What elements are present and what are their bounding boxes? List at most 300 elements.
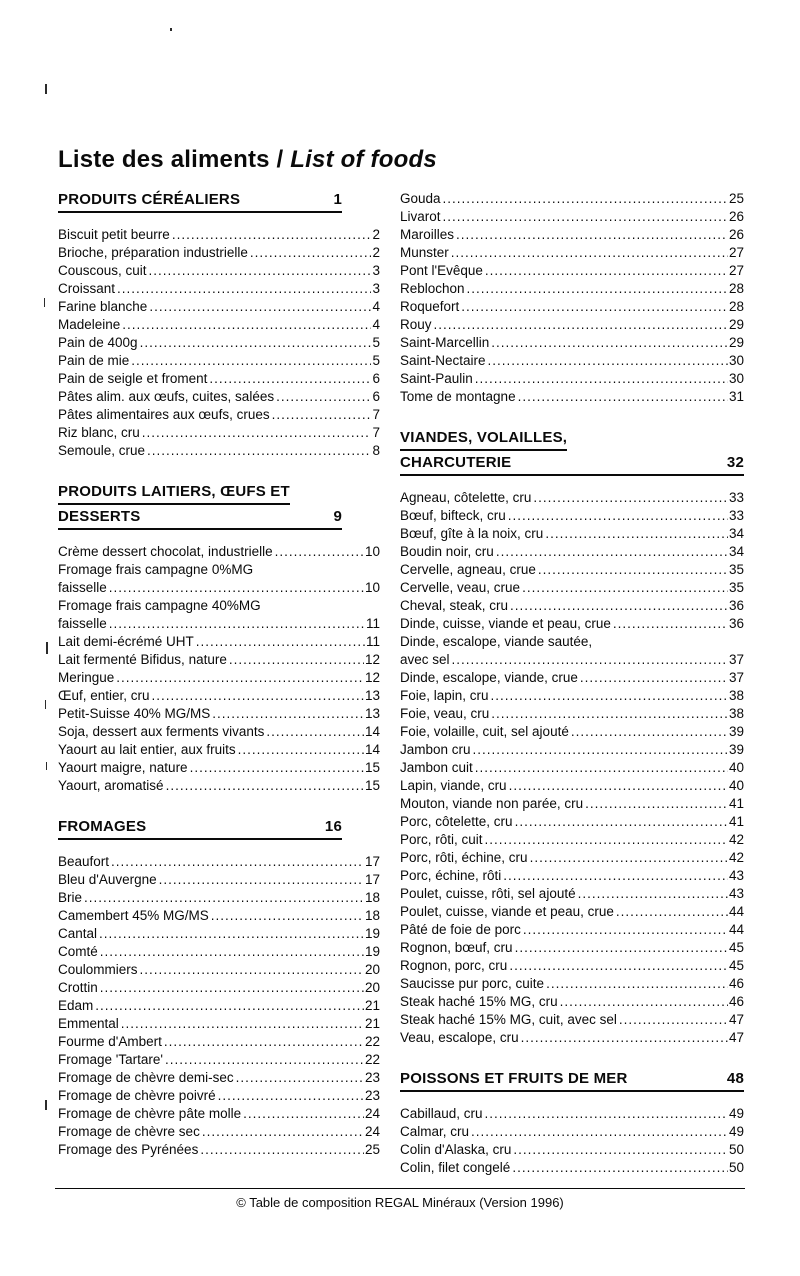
entry-label: Calmar, cru (400, 1124, 470, 1139)
toc-entry-list (400, 1105, 744, 1177)
entry-label: Œuf, entier, cru (58, 688, 150, 703)
entry-page-number: 23 (364, 1088, 380, 1103)
entry-label: Petit-Suisse 40% MG/MS (58, 706, 211, 721)
toc-entry (58, 1069, 380, 1087)
toc-entry (400, 525, 744, 543)
entry-label: Brioche, préparation industrielle (58, 245, 248, 260)
toc-entry (400, 669, 744, 687)
section-page-number: 1 (333, 191, 342, 208)
toc-entry (400, 370, 744, 388)
entry-label: Colin, filet congelé (400, 1160, 511, 1175)
entry-page-number: 40 (728, 778, 744, 793)
dotted-leader (117, 280, 371, 298)
dotted-leader (613, 615, 728, 633)
dotted-leader (521, 1029, 728, 1047)
dotted-leader (530, 849, 728, 867)
entry-label: Lait demi-écrémé UHT (58, 634, 194, 649)
entry-label: Fromage de chèvre pâte molle (58, 1106, 242, 1121)
entry-page-number: 33 (728, 508, 744, 523)
entry-page-number: 36 (728, 616, 744, 631)
toc-entry (400, 759, 744, 777)
entry-label: faisselle (58, 616, 107, 631)
entry-label: Emmental (58, 1016, 119, 1031)
entry-label: Fourme d'Ambert (58, 1034, 162, 1049)
entry-page-number: 4 (372, 299, 380, 314)
toc-entry (58, 1033, 380, 1051)
toc-section (400, 428, 744, 1047)
dotted-leader (560, 993, 728, 1011)
dotted-leader (473, 741, 728, 759)
entry-label: Colin d'Alaska, cru (400, 1142, 512, 1157)
toc-entry (58, 759, 380, 777)
entry-label: Dinde, escalope, viande sautée, (400, 634, 593, 649)
dotted-leader (99, 925, 364, 943)
dotted-leader (509, 777, 728, 795)
section-heading (58, 482, 380, 530)
entry-page-number: 18 (364, 908, 380, 923)
dotted-leader (266, 723, 364, 741)
toc-entry (58, 889, 380, 907)
entry-label: Rognon, porc, cru (400, 958, 508, 973)
section-page-number: 16 (324, 818, 342, 835)
entry-label: Porc, échine, rôti (400, 868, 502, 883)
dotted-leader (250, 244, 372, 262)
entry-page-number: 14 (364, 724, 380, 739)
dotted-leader (202, 1123, 364, 1141)
dotted-leader (84, 889, 364, 907)
entry-page-number: 29 (728, 317, 744, 332)
toc-entry (400, 633, 744, 651)
entry-label: Maroilles (400, 227, 455, 242)
entry-label: Veau, escalope, cru (400, 1030, 519, 1045)
scan-artifact (46, 762, 47, 770)
entry-label: Comté (58, 944, 98, 959)
entry-page-number: 24 (364, 1124, 380, 1139)
entry-label: Bœuf, gîte à la noix, cru (400, 526, 544, 541)
dotted-leader (467, 280, 728, 298)
entry-page-number: 25 (728, 191, 744, 206)
entry-label: Porc, côtelette, cru (400, 814, 513, 829)
scan-artifact (44, 298, 45, 307)
dotted-leader (272, 406, 372, 424)
toc-entry (58, 388, 380, 406)
toc-entry-list (58, 853, 380, 1159)
dotted-leader (243, 1105, 364, 1123)
dotted-leader (533, 489, 728, 507)
dotted-leader (100, 979, 364, 997)
dotted-leader (475, 370, 728, 388)
toc-section (400, 1069, 744, 1177)
entry-page-number: 36 (728, 598, 744, 613)
entry-page-number: 37 (728, 652, 744, 667)
entry-label: Crottin (58, 980, 98, 995)
dotted-leader (109, 615, 365, 633)
dotted-leader (152, 687, 364, 705)
section-heading-line (58, 190, 342, 213)
dotted-leader (218, 1087, 364, 1105)
toc-entry (400, 993, 744, 1011)
entry-page-number: 30 (728, 353, 744, 368)
dotted-leader (190, 759, 364, 777)
toc-entry (400, 903, 744, 921)
toc-entry (58, 961, 380, 979)
entry-page-number: 26 (728, 227, 744, 242)
entry-page-number: 2 (372, 227, 380, 242)
entry-page-number: 17 (364, 872, 380, 887)
toc-entry (400, 885, 744, 903)
entry-label: Pâtes alim. aux œufs, cuites, salées (58, 389, 275, 404)
section-heading (58, 817, 380, 840)
dotted-leader (140, 334, 372, 352)
section-heading (400, 428, 744, 476)
entry-label: Cabillaud, cru (400, 1106, 483, 1121)
entry-label: Foie, veau, cru (400, 706, 490, 721)
entry-label: Rouy (400, 317, 432, 332)
scan-artifact (46, 642, 48, 654)
entry-label: Fromage des Pyrénées (58, 1142, 199, 1157)
toc-entry (400, 651, 744, 669)
entry-label: Porc, rôti, échine, cru (400, 850, 528, 865)
entry-label: Rognon, bœuf, cru (400, 940, 513, 955)
entry-label: Poulet, cuisse, rôti, sel ajouté (400, 886, 576, 901)
entry-label: Gouda (400, 191, 441, 206)
dotted-leader (164, 1033, 364, 1051)
toc-column-left (58, 190, 380, 1177)
dotted-leader (456, 226, 728, 244)
entry-label: Bœuf, bifteck, cru (400, 508, 506, 523)
entry-page-number: 12 (364, 670, 380, 685)
toc-entry (400, 208, 744, 226)
entry-page-number: 38 (728, 688, 744, 703)
entry-page-number: 27 (728, 263, 744, 278)
dotted-leader (111, 853, 364, 871)
dotted-leader (100, 943, 364, 961)
toc-entry (58, 615, 380, 633)
entry-page-number: 26 (728, 209, 744, 224)
dotted-leader (147, 442, 371, 460)
entry-label: Saint-Paulin (400, 371, 473, 386)
toc-entry (58, 705, 380, 723)
dotted-leader (443, 208, 728, 226)
dotted-leader (491, 687, 728, 705)
entry-label: Bleu d'Auvergne (58, 872, 157, 887)
dotted-leader (451, 244, 728, 262)
dotted-leader (149, 262, 372, 280)
toc-entry (58, 997, 380, 1015)
entry-page-number: 46 (728, 976, 744, 991)
entry-label: Reblochon (400, 281, 465, 296)
toc-entry (400, 244, 744, 262)
section-heading-line (400, 428, 744, 451)
toc-section (400, 190, 744, 406)
entry-label: Steak haché 15% MG, cru (400, 994, 558, 1009)
dotted-leader (165, 1051, 364, 1069)
entry-page-number: 28 (728, 281, 744, 296)
dotted-leader (229, 651, 364, 669)
toc-entry (400, 741, 744, 759)
entry-page-number: 21 (364, 998, 380, 1013)
toc-entry (58, 741, 380, 759)
dotted-leader (580, 669, 728, 687)
toc-entry (58, 561, 380, 579)
dotted-leader (518, 388, 728, 406)
toc-column-right (400, 190, 744, 1177)
entry-label: Saucisse pur porc, cuite (400, 976, 545, 991)
section-page-number: 9 (333, 508, 342, 525)
entry-label: Lait fermenté Bifidus, nature (58, 652, 227, 667)
entry-label: Foie, volaille, cuit, sel ajouté (400, 724, 569, 739)
dotted-leader (209, 370, 371, 388)
toc-entry (400, 795, 744, 813)
toc-entry (400, 262, 744, 280)
dotted-leader (616, 903, 728, 921)
entry-page-number: 12 (364, 652, 380, 667)
entry-label: Cervelle, agneau, crue (400, 562, 536, 577)
entry-label: Madeleine (58, 317, 121, 332)
toc-entry (400, 1105, 744, 1123)
entry-label: Yaourt, aromatisé (58, 778, 164, 793)
toc-entry (400, 867, 744, 885)
toc-entry (58, 579, 380, 597)
entry-label: Cervelle, veau, crue (400, 580, 521, 595)
toc-entry-list (400, 190, 744, 406)
toc-entry (400, 543, 744, 561)
entry-page-number: 37 (728, 670, 744, 685)
entry-page-number: 44 (728, 922, 744, 937)
dotted-leader (131, 352, 371, 370)
scan-artifact (170, 28, 172, 31)
entry-page-number: 15 (364, 778, 380, 793)
entry-page-number: 13 (364, 706, 380, 721)
toc-entry (400, 190, 744, 208)
toc-entry (400, 687, 744, 705)
entry-label: Dinde, cuisse, viande et peau, crue (400, 616, 611, 631)
toc-section (58, 817, 380, 1159)
dotted-leader (95, 997, 364, 1015)
dotted-leader (488, 352, 728, 370)
entry-label: Steak haché 15% MG, cuit, avec sel (400, 1012, 617, 1027)
toc-entry (58, 1087, 380, 1105)
scan-artifact (45, 1100, 47, 1110)
entry-label: Biscuit petit beurre (58, 227, 170, 242)
toc-entry (58, 687, 380, 705)
dotted-leader (545, 525, 728, 543)
section-heading-line (58, 817, 342, 840)
entry-label: Camembert 45% MG/MS (58, 908, 209, 923)
entry-label: Pont l'Evêque (400, 263, 483, 278)
dotted-leader (509, 957, 728, 975)
page-title-french: Liste des aliments / (58, 146, 291, 174)
entry-page-number: 33 (728, 490, 744, 505)
entry-label: Fromage de chèvre sec (58, 1124, 200, 1139)
toc-entry (400, 1141, 744, 1159)
toc-entry (400, 352, 744, 370)
entry-page-number: 5 (372, 353, 380, 368)
toc-entry (400, 957, 744, 975)
dotted-leader (515, 813, 728, 831)
scan-artifact (45, 700, 46, 709)
toc-entry (58, 633, 380, 651)
entry-page-number: 28 (728, 299, 744, 314)
entry-page-number: 41 (728, 814, 744, 829)
entry-page-number: 46 (728, 994, 744, 1009)
dotted-leader (172, 226, 372, 244)
entry-page-number: 19 (364, 944, 380, 959)
entry-page-number: 20 (364, 962, 380, 977)
entry-page-number: 10 (364, 544, 380, 559)
entry-page-number: 19 (364, 926, 380, 941)
dotted-leader (491, 334, 728, 352)
entry-label: Couscous, cuit (58, 263, 147, 278)
toc-entry (58, 1015, 380, 1033)
toc-entry (58, 907, 380, 925)
dotted-leader (149, 298, 371, 316)
section-heading-line (400, 1069, 744, 1092)
toc-entry (400, 831, 744, 849)
entry-page-number: 38 (728, 706, 744, 721)
entry-label: Beaufort (58, 854, 110, 869)
entry-label: Saint-Nectaire (400, 353, 486, 368)
toc-entry (58, 853, 380, 871)
entry-label: Yaourt maigre, nature (58, 760, 188, 775)
dotted-leader (200, 1141, 364, 1159)
entry-page-number: 22 (364, 1052, 380, 1067)
entry-page-number: 47 (728, 1012, 744, 1027)
dotted-leader (434, 316, 728, 334)
entry-label: Riz blanc, cru (58, 425, 140, 440)
dotted-leader (508, 507, 728, 525)
toc-entry (58, 597, 380, 615)
toc-entry (400, 705, 744, 723)
entry-page-number: 41 (728, 796, 744, 811)
dotted-leader (512, 1159, 728, 1177)
entry-label: Fromage 'Tartare' (58, 1052, 163, 1067)
entry-label: Soja, dessert aux ferments vivants (58, 724, 265, 739)
entry-page-number: 43 (728, 886, 744, 901)
footer-text: © Table de composition REGAL Minéraux (Version 1996) (236, 1195, 564, 1210)
toc-entry (58, 262, 380, 280)
toc-entry (58, 352, 380, 370)
dotted-leader (510, 597, 728, 615)
dotted-leader (485, 262, 728, 280)
toc-entry-list (58, 543, 380, 795)
toc-entry (400, 921, 744, 939)
dotted-leader (276, 388, 371, 406)
entry-label: Meringue (58, 670, 115, 685)
entry-page-number: 25 (364, 1142, 380, 1157)
section-heading-line (58, 507, 342, 530)
toc-entry (400, 777, 744, 795)
entry-label: Livarot (400, 209, 441, 224)
entry-page-number: 42 (728, 832, 744, 847)
entry-page-number: 17 (364, 854, 380, 869)
dotted-leader (475, 759, 728, 777)
toc-entry (400, 579, 744, 597)
entry-page-number: 42 (728, 850, 744, 865)
entry-page-number: 49 (728, 1124, 744, 1139)
toc-entry (58, 424, 380, 442)
toc-entry (58, 943, 380, 961)
toc-section (58, 482, 380, 795)
toc-entry (58, 442, 380, 460)
dotted-leader (121, 1015, 364, 1033)
entry-page-number: 24 (364, 1106, 380, 1121)
entry-page-number: 3 (372, 263, 380, 278)
dotted-leader (485, 831, 728, 849)
toc-entry (58, 280, 380, 298)
entry-label: Mouton, viande non parée, cru (400, 796, 584, 811)
section-heading-label: DESSERTS (58, 508, 141, 525)
dotted-leader (443, 190, 728, 208)
entry-label: Agneau, côtelette, cru (400, 490, 532, 505)
dotted-leader (496, 543, 728, 561)
entry-label: Crème dessert chocolat, industrielle (58, 544, 273, 559)
dotted-leader (275, 543, 364, 561)
dotted-leader (236, 1069, 364, 1087)
toc-entry (400, 334, 744, 352)
dotted-leader (578, 885, 728, 903)
entry-label: Dinde, escalope, viande, crue (400, 670, 578, 685)
entry-page-number: 45 (728, 940, 744, 955)
page-title-english: List of foods (290, 146, 437, 174)
entry-page-number: 31 (728, 389, 744, 404)
toc-entry (400, 388, 744, 406)
dotted-leader (522, 579, 728, 597)
dotted-leader (546, 975, 728, 993)
toc-entry (58, 1141, 380, 1159)
toc-entry (400, 1123, 744, 1141)
toc-entry (400, 489, 744, 507)
entry-page-number: 47 (728, 1030, 744, 1045)
entry-page-number: 7 (372, 425, 380, 440)
toc-entry (58, 777, 380, 795)
toc-entry (400, 1159, 744, 1177)
toc-entry (58, 298, 380, 316)
toc-entry (400, 813, 744, 831)
entry-label: Boudin noir, cru (400, 544, 494, 559)
toc-entry (58, 979, 380, 997)
dotted-leader (513, 1141, 728, 1159)
entry-label: Farine blanche (58, 299, 148, 314)
toc-entry (400, 1029, 744, 1047)
entry-label: Fromage de chèvre poivré (58, 1088, 216, 1103)
entry-label: Lapin, viande, cru (400, 778, 507, 793)
dotted-leader (503, 867, 728, 885)
toc-entry (58, 723, 380, 741)
toc-entry (400, 1011, 744, 1029)
section-heading-label: FROMAGES (58, 818, 147, 835)
entry-label: Coulommiers (58, 962, 138, 977)
entry-label: Foie, lapin, cru (400, 688, 489, 703)
entry-label: Saint-Marcellin (400, 335, 490, 350)
dotted-leader (140, 961, 364, 979)
entry-page-number: 29 (728, 335, 744, 350)
dotted-leader (142, 424, 372, 442)
entry-page-number: 13 (364, 688, 380, 703)
entry-label: Pain de 400g (58, 335, 138, 350)
entry-page-number: 49 (728, 1106, 744, 1121)
toc-entry (58, 406, 380, 424)
toc-entry (58, 1051, 380, 1069)
section-heading-line (58, 482, 380, 505)
toc-entry (400, 507, 744, 525)
entry-page-number: 15 (364, 760, 380, 775)
dotted-leader (571, 723, 728, 741)
entry-page-number: 8 (372, 443, 380, 458)
toc-entry (400, 723, 744, 741)
entry-page-number: 45 (728, 958, 744, 973)
entry-label: Pâtes alimentaires aux œufs, crues (58, 407, 270, 422)
